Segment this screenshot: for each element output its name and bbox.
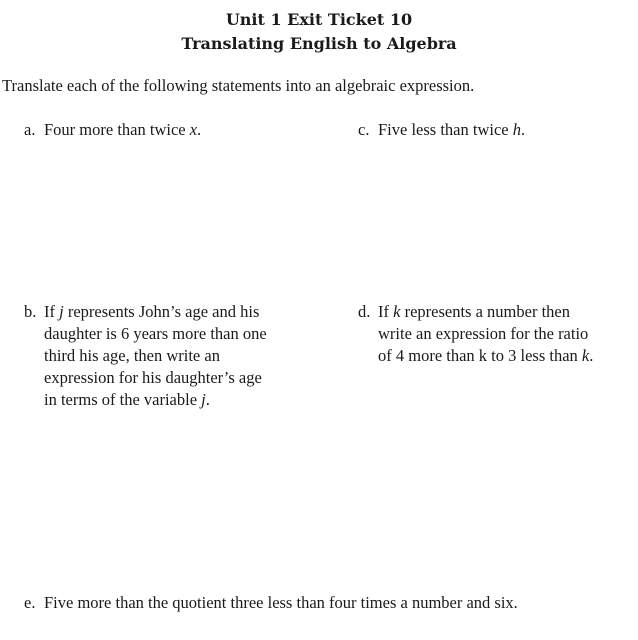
problem-b-line1-suffix: represents John’s age and his (63, 302, 260, 321)
problem-b-letter: b. (24, 302, 37, 321)
problem-d-line1-variable: k (393, 302, 401, 321)
problem-c-prefix: Five less than twice (378, 120, 513, 139)
problem-d-line1-suffix: represents a number then (400, 302, 570, 321)
problem-a-text (44, 119, 201, 141)
problem-d-line2: write an expression for the ratio (378, 324, 589, 343)
problem-b-text (44, 301, 267, 411)
problem-a-suffix: . (197, 120, 202, 139)
problem-b-line2: daughter is 6 years more than one (44, 324, 267, 343)
problem-a-letter: a. (24, 120, 36, 139)
problem-d-line3-variable: k (581, 346, 590, 365)
problem-b-line5-variable: j (201, 390, 206, 409)
problem-b-line5-suffix: . (205, 390, 210, 409)
problem-b-line1-variable: j (59, 302, 64, 321)
problem-c-text (378, 119, 525, 141)
problem-d-text (378, 301, 593, 367)
problem-b-line5-prefix: in terms of the variable (44, 390, 202, 409)
problem-d-line3-prefix: of 4 more than k to 3 less than (378, 346, 582, 365)
problem-d-line1-prefix: If (378, 302, 394, 321)
problem-c-variable: h (512, 120, 521, 139)
problem-e-letter: e. (24, 593, 36, 612)
problem-b-line1-prefix: If (44, 302, 60, 321)
problem-b-line4: expression for his daughter’s age (44, 368, 262, 387)
problem-c-letter: c. (358, 120, 370, 139)
problem-e-line: Five more than the quotient three less than four times a number and six. (44, 593, 518, 612)
page-title: Unit 1 Exit Ticket 10 (225, 10, 413, 29)
problem-a-prefix: Four more than twice (44, 120, 190, 139)
problem-a-variable: x (189, 120, 198, 139)
problem-c-suffix: . (520, 120, 526, 139)
problem-d-letter: d. (358, 302, 371, 321)
problem-d-line3-suffix: . (589, 346, 594, 365)
problem-e-text (44, 592, 518, 614)
problem-b-line3: third his age, then write an (44, 346, 220, 365)
page-subtitle: Translating English to Algebra (181, 34, 457, 53)
instructions-text: Translate each of the following statements into an algebraic expression. (2, 76, 475, 95)
